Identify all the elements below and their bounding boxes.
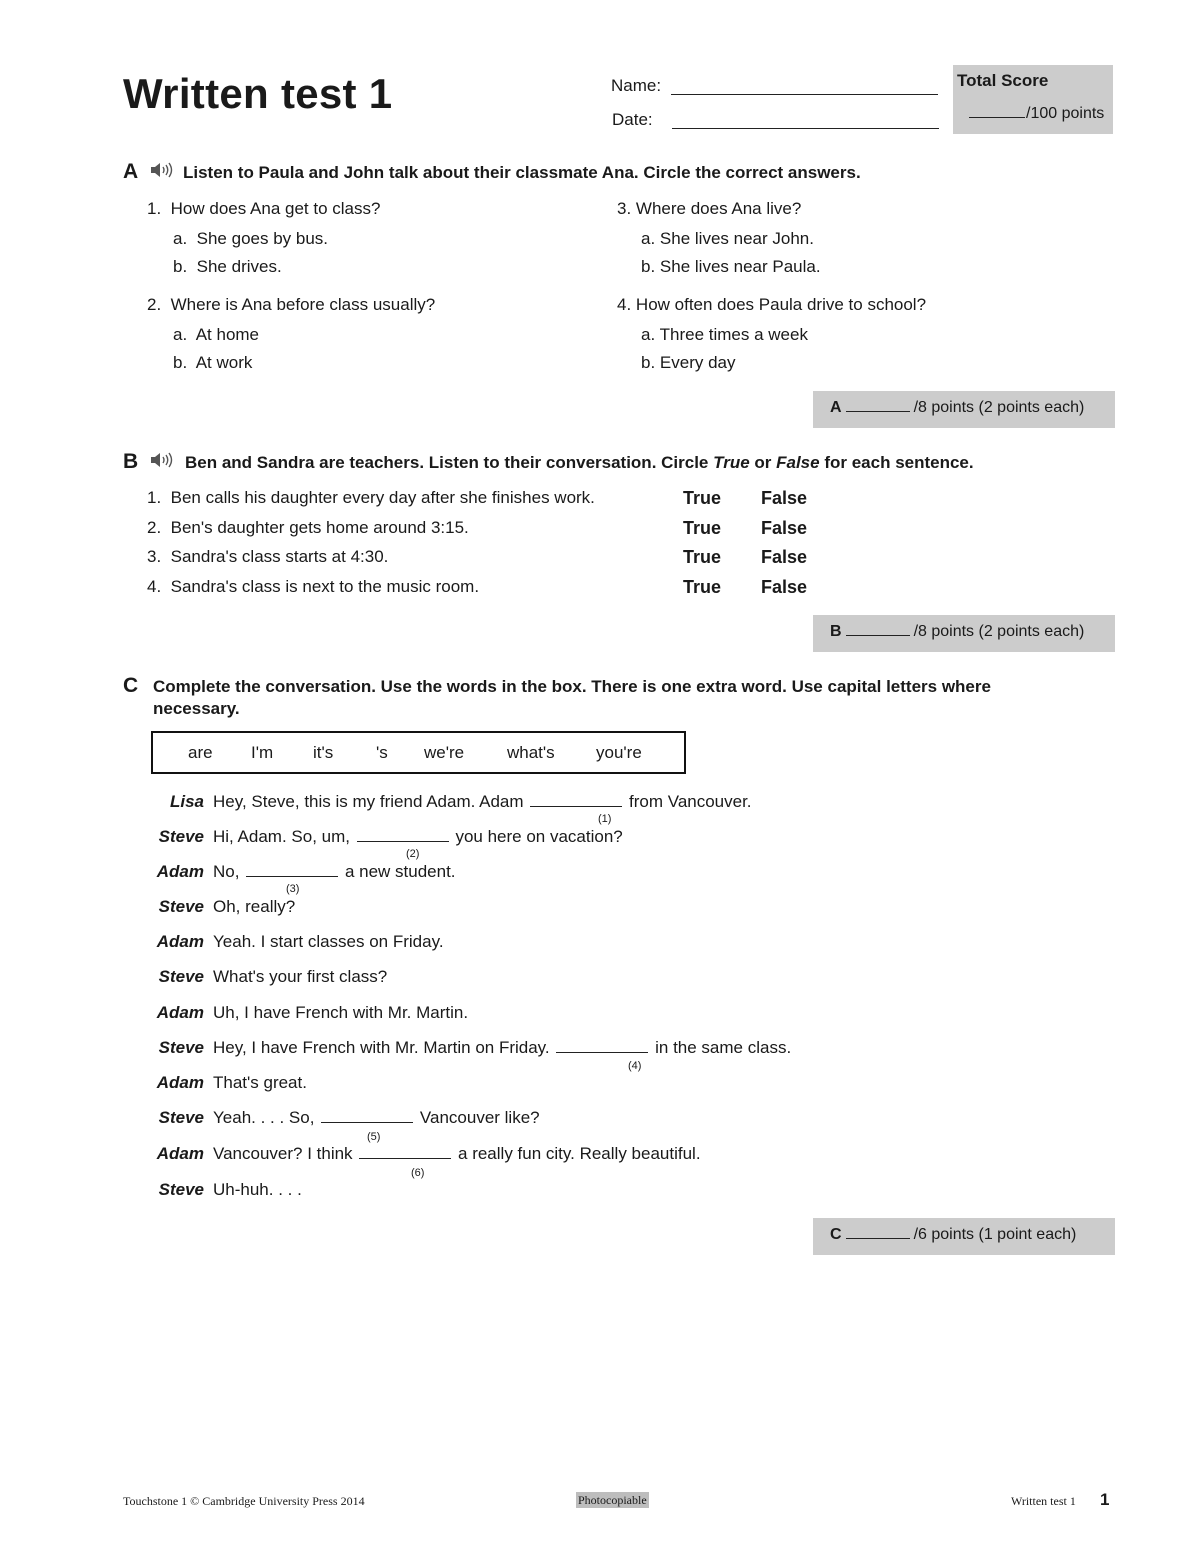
option-a2-b[interactable]: b. At work (173, 353, 253, 372)
copyright-text: Touchstone 1 © Cambridge University Press 2014 (123, 1494, 365, 1508)
word-item: it's (313, 743, 334, 762)
total-score-box (953, 65, 1113, 134)
dialogue-line: Yeah. I start classes on Friday. (213, 932, 444, 951)
true-option[interactable]: True (683, 488, 722, 508)
section-a-instruction: Listen to Paula and John talk about their classmate Ana. Circle the correct answers. (183, 163, 861, 182)
blank-number: (2) (406, 848, 420, 860)
word-item: are (188, 743, 213, 762)
option-a4-a[interactable]: a. Three times a week (641, 325, 808, 344)
false-option[interactable]: False (761, 577, 808, 597)
true-option[interactable]: True (683, 518, 722, 538)
option-a3-b[interactable]: b. She lives near Paula. (641, 257, 821, 276)
dialogue-line: Uh, I have French with Mr. Martin. (213, 1003, 469, 1022)
dialogue-speaker: Adam (156, 932, 204, 951)
word-item: 's (376, 743, 388, 762)
section-b-score-blank[interactable] (846, 635, 910, 636)
dialogue-speaker: Steve (158, 1038, 204, 1057)
dialogue-speaker: Steve (158, 897, 204, 916)
dialogue-line: Hey, Steve, this is my friend Adam. Adam from Vancouver. (213, 792, 752, 811)
option-a4-b[interactable]: b. Every day (641, 353, 736, 372)
option-a1-b[interactable]: b. She drives. (173, 257, 282, 276)
photocopiable-badge: Photocopiable (578, 1493, 647, 1507)
word-item: you're (596, 743, 642, 762)
dialogue-speaker: Lisa (169, 792, 204, 811)
dialogue-line: No, a new student. (213, 862, 456, 881)
section-c-instruction-line2: necessary. (153, 699, 240, 718)
statement-b4: 4. Sandra's class is next to the music room. (147, 577, 480, 596)
total-score-label: Total Score (957, 71, 1049, 90)
answer-blank-1[interactable] (530, 805, 622, 807)
false-option[interactable]: False (761, 547, 808, 567)
date-field[interactable] (672, 128, 939, 129)
statement-b1: 1. Ben calls his daughter every day after she finishes work. (147, 488, 595, 507)
answer-blank-3[interactable] (246, 875, 338, 877)
section-c-instruction-line1: Complete the conversation. Use the words in the box. There is one extra word. Use capital letters where (153, 677, 991, 696)
total-score-blank[interactable] (969, 117, 1025, 118)
section-b-instruction: Ben and Sandra are teachers. Listen to their conversation. Circle True or False for each sentence. (185, 453, 974, 472)
question-number: 1. (147, 199, 162, 218)
statement-b2: 2. Ben's daughter gets home around 3:15. (147, 518, 469, 537)
dialogue-speaker: Adam (156, 1073, 204, 1092)
dialogue-speaker: Adam (156, 862, 204, 881)
answer-blank-2[interactable] (357, 840, 449, 842)
section-b-points: B /8 points (2 points each) (813, 615, 1115, 652)
name-field[interactable] (671, 94, 938, 95)
speaker-icon[interactable] (150, 162, 174, 183)
question-text: How often does Paula drive to school? (635, 295, 927, 314)
blank-number: (6) (411, 1167, 425, 1179)
option-a3-a[interactable]: a. She lives near John. (641, 229, 814, 248)
footer-page-label: Written test 1 (1011, 1494, 1076, 1508)
question-a3 (617, 199, 801, 219)
true-option[interactable]: True (683, 547, 722, 567)
question-text: Where is Ana before class usually? (170, 295, 436, 314)
question-number: 3. (617, 199, 632, 218)
question-number: 4. (617, 295, 632, 314)
word-box (151, 731, 686, 774)
section-c-points: C /6 points (1 point each) (813, 1218, 1115, 1255)
dialogue-speaker: Steve (158, 967, 204, 986)
question-number: 2. (147, 295, 162, 314)
section-c-letter: C (123, 674, 139, 697)
blank-number: (3) (286, 883, 300, 895)
section-b-letter: B (123, 450, 139, 473)
dialogue-line: Yeah. . . . So, Vancouver like? (213, 1108, 540, 1127)
speaker-icon[interactable] (150, 452, 174, 473)
word-item: I'm (251, 743, 274, 762)
dialogue-line: Vancouver? I think a really fun city. Really beautiful. (213, 1144, 701, 1163)
blank-number: (1) (598, 813, 612, 825)
question-text: How does Ana get to class? (170, 199, 381, 218)
answer-blank-6[interactable] (359, 1157, 451, 1159)
statement-b3: 3. Sandra's class starts at 4:30. (147, 547, 389, 566)
word-item: we're (424, 743, 465, 762)
dialogue-line: Hey, I have French with Mr. Martin on Friday. in the same class. (213, 1038, 792, 1057)
dialogue-line: Uh-huh. . . . (213, 1180, 302, 1199)
false-option[interactable]: False (761, 518, 808, 538)
section-c-score-blank[interactable] (846, 1238, 910, 1239)
total-points-text: /100 points (1026, 105, 1105, 122)
dialogue-line: That's great. (213, 1073, 307, 1092)
dialogue-speaker: Adam (156, 1003, 204, 1022)
question-text: Where does Ana live? (635, 199, 802, 218)
dialogue-line: Oh, really? (213, 897, 296, 916)
section-a-points: A /8 points (2 points each) (813, 391, 1115, 428)
dialogue-speaker: Steve (158, 827, 204, 846)
answer-blank-5[interactable] (321, 1121, 413, 1123)
blank-number: (4) (628, 1060, 642, 1072)
total-score-points (969, 105, 1104, 123)
blank-number: (5) (367, 1131, 381, 1143)
section-a-score-blank[interactable] (846, 411, 910, 412)
dialogue-line: Hi, Adam. So, um, you here on vacation? (213, 827, 623, 846)
true-option[interactable]: True (683, 577, 722, 597)
date-label: Date: (612, 110, 653, 129)
question-a2 (147, 295, 435, 315)
page-title: Written test 1 (123, 70, 393, 117)
section-a-letter: A (123, 160, 139, 183)
false-option[interactable]: False (761, 488, 808, 508)
option-a1-a[interactable]: a. She goes by bus. (173, 229, 329, 248)
page-number: 1 (1100, 1490, 1110, 1509)
dialogue-speaker: Steve (158, 1180, 204, 1199)
word-item: what's (507, 743, 555, 762)
dialogue-speaker: Adam (156, 1144, 204, 1163)
name-label: Name: (611, 76, 662, 95)
answer-blank-4[interactable] (556, 1051, 648, 1053)
question-a1 (147, 199, 380, 219)
question-a4 (617, 295, 926, 315)
dialogue-line: What's your first class? (213, 967, 388, 986)
option-a2-a[interactable]: a. At home (173, 325, 260, 344)
dialogue-speaker: Steve (158, 1108, 204, 1127)
